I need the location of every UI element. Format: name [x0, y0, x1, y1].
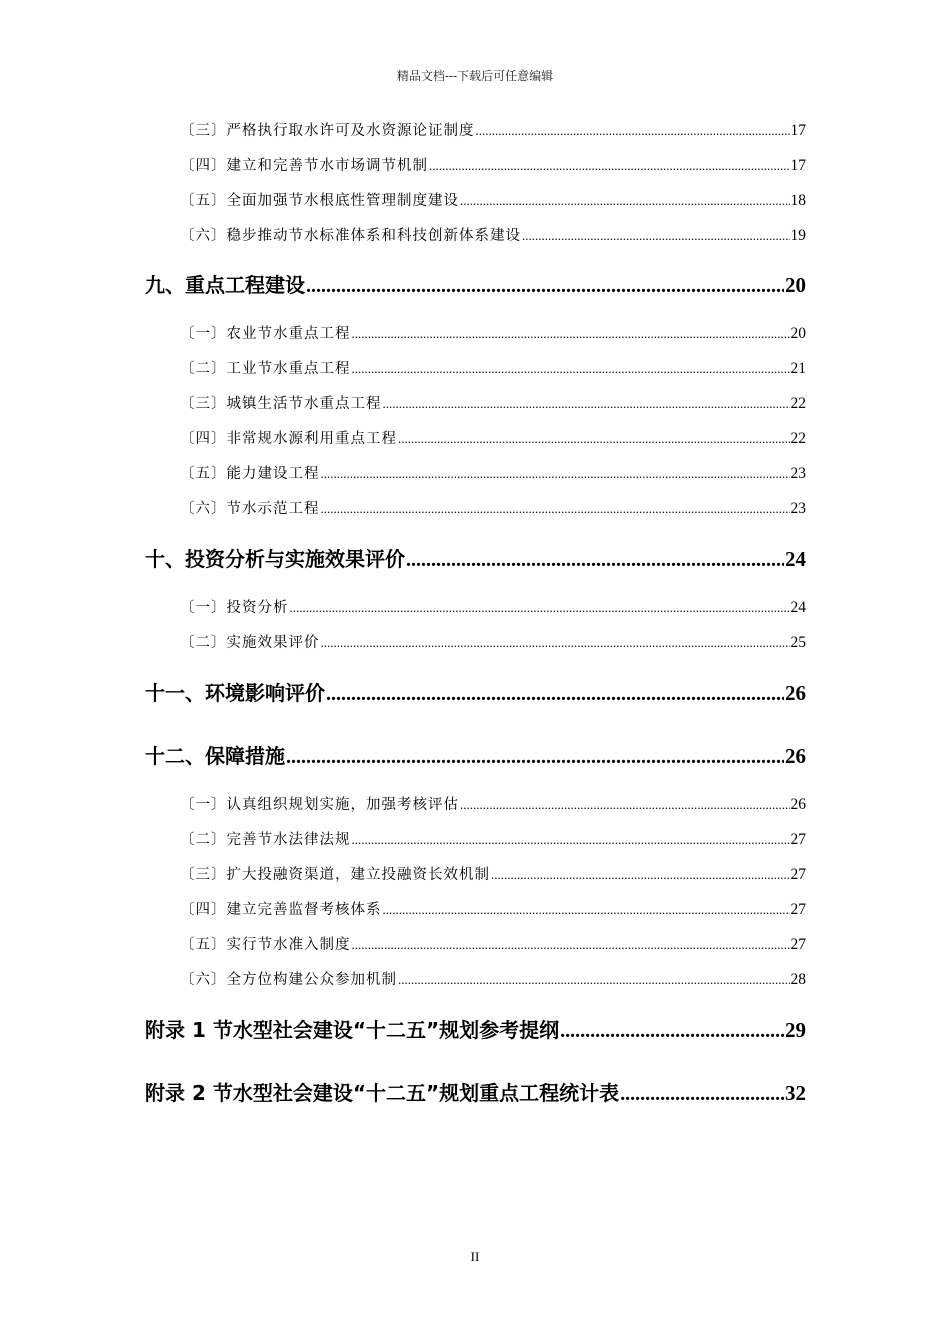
toc-entry-page: 25: [790, 634, 806, 651]
toc-appendix-label: 附录 2 节水型社会建设“十二五”规划重点工程统计表: [145, 1081, 620, 1105]
dot-leader: [620, 1083, 784, 1106]
dot-leader: [460, 193, 790, 209]
toc-entry-page: 28: [790, 971, 806, 988]
dot-leader: [326, 683, 784, 706]
toc-entry-page: 19: [790, 227, 806, 244]
toc-chapter-page: 24: [785, 547, 806, 571]
toc-entry-8-4[interactable]: [180, 154, 806, 175]
toc-entry-9-1[interactable]: [180, 322, 806, 343]
toc-entry-12-1[interactable]: [180, 793, 806, 814]
dot-leader: [476, 123, 790, 139]
toc-entry-page: 26: [790, 796, 806, 813]
page-header: 精品文档---下载后可任意编辑: [396, 69, 554, 83]
toc-entry-label: 〔五〕实行节水准入制度: [180, 937, 351, 953]
toc-entry-8-3[interactable]: [180, 119, 806, 140]
toc-appendix-page: 32: [785, 1081, 806, 1105]
toc-entry-10-2[interactable]: [180, 631, 806, 652]
dot-leader: [290, 600, 790, 616]
dot-leader: [491, 867, 790, 883]
toc-entry-page: 24: [790, 599, 806, 616]
toc-entry-label: 〔二〕工业节水重点工程: [180, 361, 351, 377]
toc-chapter-9[interactable]: [145, 269, 806, 298]
toc-entry-label: 〔三〕扩大投融资渠道，建立投融资长效机制: [180, 867, 490, 883]
toc-entry-12-2[interactable]: [180, 828, 806, 849]
toc-entry-label: 〔六〕稳步推动节水标准体系和科技创新体系建设: [180, 228, 521, 244]
toc-appendix-1[interactable]: [145, 1014, 806, 1043]
dot-leader: [429, 158, 790, 174]
dot-leader: [398, 972, 790, 988]
toc-entry-page: 23: [790, 500, 806, 517]
toc-entry-label: 〔二〕完善节水法律法规: [180, 832, 351, 848]
toc-entry-12-3[interactable]: [180, 863, 806, 884]
toc-entry-page: 21: [790, 360, 806, 377]
toc-entry-page: 18: [790, 192, 806, 209]
dot-leader: [352, 937, 790, 953]
toc-entry-12-5[interactable]: [180, 933, 806, 954]
dot-leader: [321, 635, 790, 651]
toc-entry-10-1[interactable]: [180, 596, 806, 617]
toc-entry-8-5[interactable]: [180, 189, 806, 210]
toc-entry-page: 17: [790, 122, 806, 139]
toc-appendix-label: 附录 1 节水型社会建设“十二五”规划参考提纲: [145, 1018, 560, 1042]
dot-leader: [352, 326, 790, 342]
toc-entry-page: 27: [790, 901, 806, 918]
dot-leader: [383, 902, 790, 918]
toc-chapter-page: 26: [785, 681, 806, 705]
dot-leader: [406, 549, 784, 572]
toc-entry-page: 22: [790, 395, 806, 412]
toc-entry-label: 〔二〕实施效果评价: [180, 635, 320, 651]
toc-entry-label: 〔三〕城镇生活节水重点工程: [180, 396, 382, 412]
toc-chapter-label: 十二、保障措施: [145, 744, 285, 768]
toc-appendix-page: 29: [785, 1018, 806, 1042]
toc-entry-9-6[interactable]: [180, 497, 806, 518]
toc-entry-label: 〔六〕节水示范工程: [180, 501, 320, 517]
toc-entry-page: 20: [790, 325, 806, 342]
toc-entry-page: 23: [790, 465, 806, 482]
toc-entry-page: 17: [790, 157, 806, 174]
toc-entry-label: 〔四〕非常规水源利用重点工程: [180, 431, 397, 447]
toc-chapter-label: 十一、环境影响评价: [145, 681, 325, 705]
dot-leader: [321, 501, 790, 517]
toc-entry-page: 27: [790, 936, 806, 953]
dot-leader: [383, 396, 790, 412]
toc-chapter-label: 九、重点工程建设: [145, 273, 305, 297]
toc-entry-9-2[interactable]: [180, 357, 806, 378]
toc-chapter-12[interactable]: [145, 740, 806, 769]
toc-entry-9-3[interactable]: [180, 392, 806, 413]
dot-leader: [352, 361, 790, 377]
toc-entry-label: 〔五〕能力建设工程: [180, 466, 320, 482]
toc-entry-9-4[interactable]: [180, 427, 806, 448]
dot-leader: [398, 431, 790, 447]
toc-entry-label: 〔一〕农业节水重点工程: [180, 326, 351, 342]
toc-chapter-10[interactable]: [145, 543, 806, 572]
toc-chapter-page: 26: [785, 744, 806, 768]
dot-leader: [352, 832, 790, 848]
toc-chapter-page: 20: [785, 273, 806, 297]
dot-leader: [460, 797, 790, 813]
toc-entry-12-4[interactable]: [180, 898, 806, 919]
toc-entry-label: 〔六〕全方位构建公众参加机制: [180, 972, 397, 988]
toc-appendix-2[interactable]: [145, 1077, 806, 1106]
toc-entry-8-6[interactable]: [180, 224, 806, 245]
toc-entry-page: 27: [790, 831, 806, 848]
toc-entry-page: 22: [790, 430, 806, 447]
dot-leader: [321, 466, 790, 482]
toc-entry-label: 〔一〕投资分析: [180, 600, 289, 616]
toc-entry-9-5[interactable]: [180, 462, 806, 483]
toc-entry-label: 〔一〕认真组织规划实施，加强考核评估: [180, 797, 459, 813]
toc-chapter-11[interactable]: [145, 677, 806, 706]
dot-leader: [306, 275, 784, 298]
dot-leader: [286, 746, 784, 769]
toc-chapter-label: 十、投资分析与实施效果评价: [145, 547, 405, 571]
toc-entry-label: 〔四〕建立完善监督考核体系: [180, 902, 382, 918]
toc-entry-label: 〔五〕全面加强节水根底性管理制度建设: [180, 193, 459, 209]
dot-leader: [522, 228, 790, 244]
dot-leader: [560, 1020, 784, 1043]
toc-entry-label: 〔四〕建立和完善节水市场调节机制: [180, 158, 428, 174]
page-number: II: [470, 1249, 480, 1264]
toc-entry-label: 〔三〕严格执行取水许可及水资源论证制度: [180, 123, 475, 139]
toc-entry-page: 27: [790, 866, 806, 883]
toc-entry-12-6[interactable]: [180, 968, 806, 989]
